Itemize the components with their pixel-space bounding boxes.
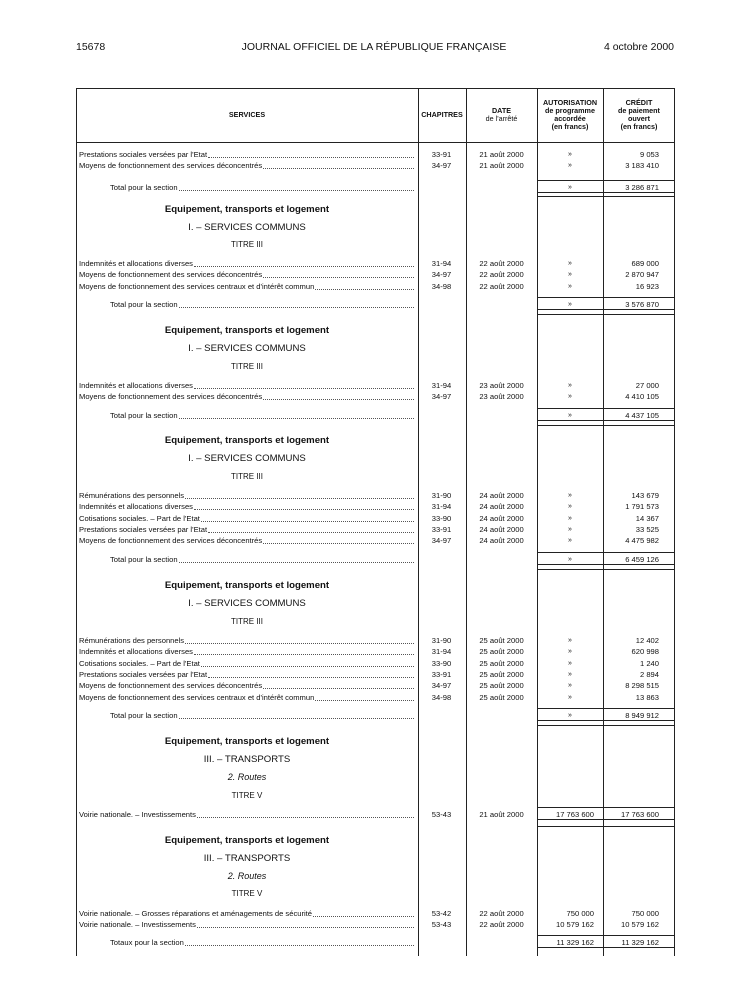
total-row — [76, 410, 675, 421]
service-label — [79, 380, 414, 391]
dot-leader — [201, 513, 414, 522]
publication-date: 4 octobre 2000 — [603, 41, 674, 53]
table-row — [76, 524, 675, 535]
column-header-credit: CRÉDIT de paiement ouvert (en francs) — [618, 98, 660, 131]
service-label — [79, 490, 414, 501]
section-separator — [537, 569, 675, 570]
dot-leader — [185, 937, 414, 946]
dot-leader — [208, 149, 414, 158]
section-separator — [537, 196, 675, 197]
autorisation-cell: » — [568, 659, 572, 667]
service-label — [79, 501, 414, 512]
titre-heading: TITRE III — [231, 240, 263, 249]
dot-leader — [179, 410, 414, 419]
ministry-heading: Equipement, transports et logement — [164, 435, 330, 446]
chapitre-cell: 33-91 — [431, 669, 452, 679]
service-label — [79, 535, 414, 546]
chapitre-cell: 53-43 — [431, 810, 452, 819]
credit-cell: 2 894 — [639, 669, 659, 679]
dot-leader — [179, 299, 414, 308]
autorisation-cell: 17 763 600 — [555, 810, 594, 819]
ministry-heading: Equipement, transports et logement — [164, 736, 330, 747]
credit-cell: 4 475 982 — [625, 536, 659, 546]
service-text: Moyens de fonctionnement des services déconcentrés — [79, 536, 263, 546]
date-cell: 25 août 2000 — [479, 658, 524, 668]
service-text: Rémunérations des personnels — [79, 636, 185, 645]
chapitre-cell: 53-43 — [431, 920, 452, 930]
autorisation-cell: » — [568, 682, 572, 690]
ministry-heading: Equipement, transports et logement — [164, 325, 330, 336]
service-text: Voirie nationale. – Investissements — [79, 810, 196, 819]
date-cell: 22 août 2000 — [479, 909, 524, 918]
date-cell: 21 août 2000 — [479, 810, 524, 819]
chapitre-cell: 31-94 — [431, 381, 452, 390]
autorisation-cell: » — [568, 503, 572, 511]
autorisation-cell: » — [568, 260, 572, 267]
autorisation-cell: » — [568, 525, 572, 533]
date-cell: 23 août 2000 — [479, 381, 524, 390]
autorisation-cell: » — [568, 382, 572, 389]
service-text: Indemnités et allocations diverses — [79, 647, 193, 657]
part-heading: I. – SERVICES COMMUNS — [188, 453, 306, 464]
total-text: Totaux pour la section — [110, 938, 184, 947]
credit-cell: 14 367 — [635, 513, 659, 523]
date-cell: 24 août 2000 — [479, 491, 524, 500]
credit-cell: 17 763 600 — [620, 810, 659, 819]
chapitre-cell: 33-90 — [431, 513, 452, 523]
service-text: Indemnités et allocations diverses — [79, 502, 193, 512]
total-autorisation: » — [568, 412, 572, 419]
credit-cell: 9 053 — [639, 150, 659, 159]
part-heading: I. – SERVICES COMMUNS — [188, 598, 306, 609]
total-credit: 3 576 870 — [625, 300, 659, 309]
column-header-chapitres: CHAPITRES — [421, 110, 463, 119]
date-cell: 25 août 2000 — [479, 669, 524, 679]
titre-heading: TITRE V — [231, 889, 263, 898]
service-label — [79, 258, 414, 269]
column-header-services: SERVICES — [228, 110, 266, 119]
part-heading: III. – TRANSPORTS — [203, 754, 291, 765]
chapitre-cell: 53-42 — [431, 909, 452, 918]
subpart-heading: 2. Routes — [227, 772, 267, 782]
autorisation-cell: » — [568, 271, 572, 279]
credit-cell: 8 298 515 — [625, 681, 659, 691]
dot-leader — [185, 490, 414, 499]
table-row — [76, 669, 675, 680]
total-row — [76, 937, 675, 948]
date-cell: 24 août 2000 — [479, 502, 524, 512]
table-row — [76, 380, 675, 391]
date-cell: 24 août 2000 — [479, 536, 524, 546]
service-text: Rémunérations des personnels — [79, 491, 185, 500]
date-cell: 25 août 2000 — [479, 692, 524, 702]
total-label — [110, 182, 414, 193]
date-cell: 24 août 2000 — [479, 513, 524, 523]
dot-leader — [179, 182, 414, 191]
credit-cell: 12 402 — [635, 636, 659, 645]
total-text: Total pour la section — [110, 411, 178, 420]
dot-leader — [185, 635, 414, 644]
credit-cell: 689 000 — [631, 259, 659, 268]
subpart-heading: 2. Routes — [227, 871, 267, 881]
part-heading: III. – TRANSPORTS — [203, 853, 291, 864]
table-row — [76, 919, 675, 930]
total-row — [76, 299, 675, 310]
credit-cell: 620 998 — [631, 647, 659, 657]
service-label — [79, 809, 414, 820]
total-label — [110, 937, 414, 948]
total-label — [110, 299, 414, 310]
chapitre-cell: 34-97 — [431, 392, 452, 402]
chapitre-cell: 31-94 — [431, 647, 452, 657]
titre-heading: TITRE III — [231, 472, 263, 481]
service-text: Moyens de fonctionnement des services déconcentrés — [79, 270, 263, 280]
autorisation-cell: » — [568, 151, 572, 158]
service-label — [79, 658, 414, 669]
service-text: Moyens de fonctionnement des services centraux et d'intérêt commun — [79, 692, 315, 702]
credit-cell: 4 410 105 — [625, 392, 659, 402]
service-label — [79, 646, 414, 657]
dot-leader — [197, 809, 414, 818]
journal-title: JOURNAL OFFICIEL DE LA RÉPUBLIQUE FRANÇAISE — [241, 41, 507, 53]
chapitre-cell: 31-90 — [431, 636, 452, 645]
date-cell: 25 août 2000 — [479, 636, 524, 645]
page-number: 15678 — [76, 41, 106, 53]
section-separator — [537, 314, 675, 315]
autorisation-cell: » — [568, 693, 572, 701]
table-row — [76, 692, 675, 703]
table-row — [76, 658, 675, 669]
service-text: Cotisations sociales. – Part de l'Etat — [79, 513, 200, 523]
appropriations-table — [76, 88, 675, 956]
autorisation-cell: » — [568, 282, 572, 290]
credit-cell: 3 183 410 — [625, 161, 659, 171]
total-text: Total pour la section — [110, 183, 178, 192]
table-row — [76, 269, 675, 280]
credit-cell: 143 679 — [631, 491, 659, 500]
autorisation-cell: » — [568, 537, 572, 545]
dot-leader — [197, 919, 414, 928]
titre-heading: TITRE III — [231, 362, 263, 371]
date-cell: 21 août 2000 — [479, 161, 524, 171]
total-autorisation: » — [568, 712, 572, 719]
service-text: Indemnités et allocations diverses — [79, 381, 193, 390]
table-row — [76, 490, 675, 501]
table-row — [76, 635, 675, 646]
date-cell: 22 août 2000 — [479, 259, 524, 268]
credit-cell: 13 863 — [635, 692, 659, 702]
chapitre-cell: 34-98 — [431, 281, 452, 291]
ministry-heading: Equipement, transports et logement — [164, 580, 330, 591]
table-row — [76, 646, 675, 657]
service-label — [79, 680, 414, 691]
dot-leader — [194, 380, 414, 389]
titre-heading: TITRE III — [231, 617, 263, 626]
table-row — [76, 281, 675, 292]
credit-cell: 33 525 — [635, 524, 659, 534]
service-label — [79, 160, 414, 171]
service-text: Moyens de fonctionnement des services déconcentrés — [79, 392, 263, 402]
dot-leader — [208, 669, 414, 678]
total-text: Total pour la section — [110, 711, 178, 720]
service-text: Moyens de fonctionnement des services centraux et d'intérêt commun — [79, 281, 315, 291]
section-separator — [537, 425, 675, 426]
service-label — [79, 692, 414, 703]
service-text: Prestations sociales versées par l'Etat — [79, 669, 208, 679]
ministry-heading: Equipement, transports et logement — [164, 835, 330, 846]
chapitre-cell: 34-98 — [431, 692, 452, 702]
autorisation-cell: 10 579 162 — [555, 920, 594, 930]
date-cell: 22 août 2000 — [479, 281, 524, 291]
dot-leader — [263, 269, 414, 278]
service-text: Prestations sociales versées par l'Etat — [79, 524, 208, 534]
total-row — [76, 554, 675, 565]
dot-leader — [315, 692, 414, 701]
autorisation-cell: 750 000 — [566, 909, 594, 918]
column-header-autorisation: AUTORISATION de programme accordée (en francs) — [542, 98, 598, 131]
total-autorisation: » — [568, 184, 572, 191]
table-row — [76, 160, 675, 171]
total-row — [76, 710, 675, 721]
autorisation-cell: » — [568, 162, 572, 170]
credit-cell: 750 000 — [631, 909, 659, 918]
service-text: Moyens de fonctionnement des services déconcentrés — [79, 161, 263, 171]
dot-leader — [313, 908, 414, 917]
total-box — [603, 807, 675, 820]
chapitre-cell: 33-91 — [431, 524, 452, 534]
chapitre-cell: 31-94 — [431, 259, 452, 268]
table-header-border — [76, 142, 675, 143]
autorisation-cell: » — [568, 514, 572, 522]
dot-leader — [179, 554, 414, 563]
autorisation-cell: » — [568, 492, 572, 499]
chapitre-cell: 33-91 — [431, 150, 452, 159]
credit-cell: 1 240 — [639, 658, 659, 668]
total-label — [110, 410, 414, 421]
total-credit: 6 459 126 — [625, 555, 659, 564]
column-header-date: DATE de l'arrêté — [485, 106, 518, 123]
page-header — [0, 41, 748, 57]
credit-cell: 27 000 — [635, 381, 659, 390]
table-row — [76, 501, 675, 512]
section-separator — [537, 725, 675, 726]
dot-leader — [315, 281, 414, 290]
date-cell: 22 août 2000 — [479, 270, 524, 280]
autorisation-cell: » — [568, 393, 572, 401]
part-heading: I. – SERVICES COMMUNS — [188, 343, 306, 354]
dot-leader — [263, 160, 414, 169]
service-text: Indemnités et allocations diverses — [79, 259, 193, 268]
date-cell: 24 août 2000 — [479, 524, 524, 534]
total-text: Total pour la section — [110, 555, 178, 564]
service-text: Cotisations sociales. – Part de l'Etat — [79, 658, 200, 668]
total-credit: 4 437 105 — [625, 411, 659, 420]
credit-cell: 2 870 947 — [625, 270, 659, 280]
service-label — [79, 635, 414, 646]
chapitre-cell: 34-97 — [431, 161, 452, 171]
credit-cell: 1 791 573 — [625, 502, 659, 512]
part-heading: I. – SERVICES COMMUNS — [188, 222, 306, 233]
chapitre-cell: 31-94 — [431, 502, 452, 512]
service-label — [79, 391, 414, 402]
date-cell: 25 août 2000 — [479, 647, 524, 657]
total-autorisation: 11 329 162 — [556, 938, 594, 947]
credit-cell: 10 579 162 — [620, 920, 659, 930]
total-label — [110, 710, 414, 721]
chapitre-cell: 33-90 — [431, 658, 452, 668]
total-autorisation: » — [568, 301, 572, 308]
service-label — [79, 513, 414, 524]
service-text: Voirie nationale. – Grosses réparations et aménagements de sécurité — [79, 909, 313, 918]
autorisation-cell: » — [568, 648, 572, 656]
table-row — [76, 391, 675, 402]
service-text: Moyens de fonctionnement des services déconcentrés — [79, 681, 263, 691]
dot-leader — [263, 680, 414, 689]
section-separator — [537, 826, 675, 827]
dot-leader — [194, 646, 414, 655]
total-autorisation: » — [568, 556, 572, 563]
total-credit: 8 949 912 — [625, 711, 659, 720]
dot-leader — [263, 391, 414, 400]
service-label — [79, 524, 414, 535]
total-row — [76, 182, 675, 193]
dot-leader — [263, 535, 414, 544]
table-row — [76, 535, 675, 546]
dot-leader — [194, 258, 414, 267]
dot-leader — [208, 524, 414, 533]
titre-heading: TITRE V — [231, 791, 263, 800]
credit-cell: 16 923 — [635, 281, 659, 291]
total-box — [537, 807, 603, 820]
chapitre-cell: 34-97 — [431, 681, 452, 691]
total-label — [110, 554, 414, 565]
service-label — [79, 269, 414, 280]
table-row — [76, 908, 675, 919]
table-row — [76, 513, 675, 524]
chapitre-cell: 31-90 — [431, 491, 452, 500]
table-row — [76, 149, 675, 160]
date-cell: 25 août 2000 — [479, 681, 524, 691]
table-row — [76, 680, 675, 691]
dot-leader — [194, 501, 414, 510]
total-text: Total pour la section — [110, 300, 178, 309]
date-cell: 22 août 2000 — [479, 920, 524, 930]
service-text: Prestations sociales versées par l'Etat — [79, 150, 208, 159]
service-text: Voirie nationale. – Investissements — [79, 920, 196, 930]
service-label — [79, 149, 414, 160]
service-label — [79, 908, 414, 919]
ministry-heading: Equipement, transports et logement — [164, 204, 330, 215]
table-row — [76, 258, 675, 269]
chapitre-cell: 34-97 — [431, 270, 452, 280]
dot-leader — [201, 658, 414, 667]
service-label — [79, 281, 414, 292]
autorisation-cell: » — [568, 637, 572, 644]
date-cell: 23 août 2000 — [479, 392, 524, 402]
service-label — [79, 669, 414, 680]
chapitre-cell: 34-97 — [431, 536, 452, 546]
total-credit: 3 286 871 — [625, 183, 659, 192]
dot-leader — [179, 710, 414, 719]
autorisation-cell: » — [568, 670, 572, 678]
date-cell: 21 août 2000 — [479, 150, 524, 159]
total-credit: 11 329 162 — [621, 938, 659, 947]
service-label — [79, 919, 414, 930]
